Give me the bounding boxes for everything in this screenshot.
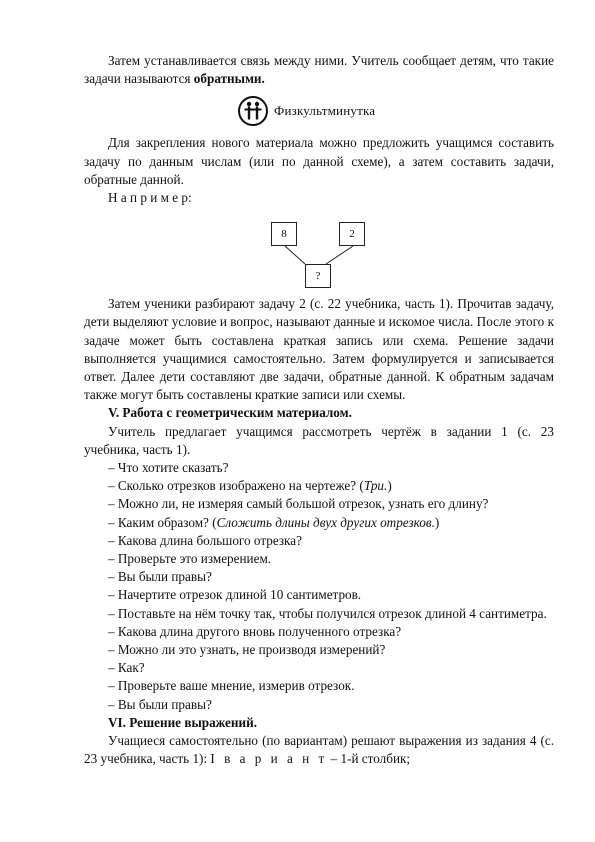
dialog-line: – Каким образом? (Сложить длины двух других отрезков.) (108, 514, 440, 530)
fizminutka-block (238, 94, 554, 128)
dialog-line: – Вы были правы? (108, 696, 212, 712)
paragraph-consolidation: Для закрепления нового материала можно предложить учащимся составить задачу по данным числам (или по данной схеме), а затем составить задачи, обратные данной. (84, 135, 554, 187)
physical-exercise-icon (238, 96, 268, 126)
dialog-line: – Как? (108, 660, 145, 676)
dialog-answer: Сложить длины двух других отрезков. (216, 514, 435, 530)
paragraph-expressions: Учащиеся самостоятельно (по вариантам) решают выражения из задания 4 (с. 23 учебника, часть 1): I в а р и а н т – 1-й столбик; (84, 733, 554, 767)
dialog-answer: Три. (363, 478, 388, 494)
paragraph-task-analysis: Затем ученики разбирают задачу 2 (с. 22 учебника, часть 1). Прочитав задачу, дети выделяют условие и вопрос, называют данные и искомое числа. После этого к задаче может быть составлена краткая запись или схема. Решение задачи выполняется учащимися самостоятельно. Затем формулируется и записывается ответ. Далее дети составляют две задачи, обратные данной. К обратным задачам также могут быть составлены краткие записи или схемы. (84, 296, 554, 403)
dialog-line: – Проверьте это измерением. (108, 551, 272, 567)
document-page (84, 52, 554, 769)
dialog-line: – Вы были правы? (108, 569, 212, 585)
dialog-line: – Поставьте на нём точку так, чтобы получился отрезок длиной 4 сантиметра. (108, 605, 547, 621)
section-6-title: VI. Решение выражений. (108, 714, 257, 730)
scheme-diagram (84, 209, 554, 289)
dialog-line: – Какова длина другого вновь полученного отрезка? (108, 623, 402, 639)
variant-label: I в а р и а н т (210, 751, 328, 767)
dialog-line: – Сколько отрезков изображено на чертеже? (Три.) (108, 478, 392, 494)
dialog-line: – Можно ли это узнать, не производя измерений? (108, 642, 386, 658)
scheme-box-bottom: ? (305, 264, 331, 288)
example-label: Н а п р и м е р: (108, 190, 192, 206)
paragraph-drawing: Учитель предлагает учащимся рассмотреть чертёж в задании 1 (с. 23 учебника, часть 1). (84, 423, 554, 457)
dialog-line: – Проверьте ваше мнение, измерив отрезок. (108, 678, 355, 694)
fizminutka-label: Физкультминутка (274, 103, 376, 119)
dialog-line: – Что хотите сказать? (108, 460, 229, 476)
scheme-box-right: 2 (339, 222, 365, 246)
paragraph-inverse-tasks: Затем устанавливается связь между ними. Учитель сообщает детям, что такие задачи называются обратными. (84, 53, 554, 87)
section-5-title: V. Работа с геометрическим материалом. (108, 405, 352, 421)
dialog-line: – Какова длина большого отрезка? (108, 532, 302, 548)
inverse-term: обратными. (193, 71, 265, 87)
dialog-line: – Начертите отрезок длиной 10 сантиметров. (108, 587, 362, 603)
dialog-line: – Можно ли, не измеряя самый большой отрезок, узнать его длину? (108, 496, 489, 512)
dialog-list (84, 459, 554, 714)
scheme-box-left: 8 (271, 222, 297, 246)
